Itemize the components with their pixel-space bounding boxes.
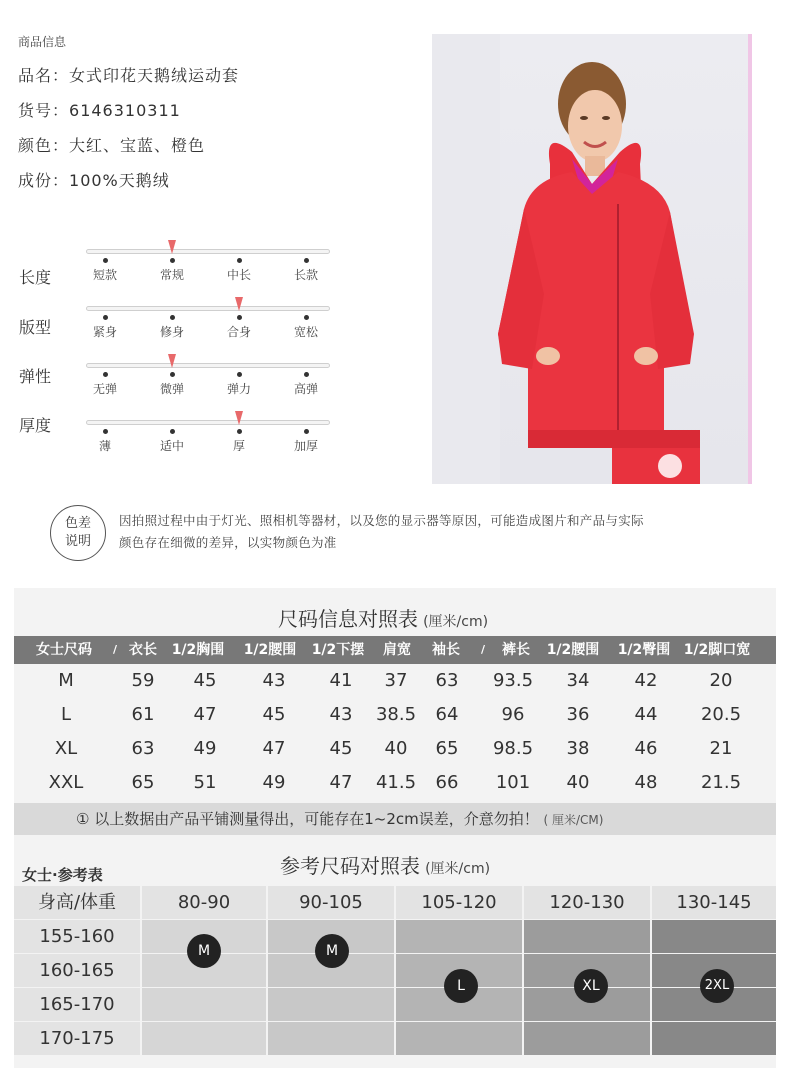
scale-option: 常规 (159, 268, 184, 282)
size-badge: 2XL (700, 969, 734, 1003)
size-table-cell: M (58, 670, 74, 691)
size-table-cell: 93.5 (492, 670, 534, 691)
product-info-line (18, 133, 205, 156)
size-table-cell: 44 (634, 704, 658, 725)
scale-dot (304, 372, 309, 377)
info-label: 颜色： (18, 136, 70, 155)
scale-dot (237, 372, 242, 377)
size-table-cell: XXL (48, 772, 84, 793)
product-info-line (18, 168, 170, 191)
size-table-cell: XL (54, 738, 78, 759)
badge-line1: 色差 (64, 516, 91, 531)
size-table-cell: 38.5 (375, 704, 417, 725)
size-table-cell: 38 (566, 738, 590, 759)
size-table-cell: 47 (262, 738, 286, 759)
scale-option: 宽松 (293, 325, 318, 339)
scale-option: 短款 (92, 268, 117, 282)
scale-track (86, 306, 330, 311)
size-table-cell: 65 (131, 772, 155, 793)
size-table-header-cell: 衣长 (129, 642, 157, 658)
scale-dot (170, 372, 175, 377)
size-table-cell: 45 (262, 704, 286, 725)
ref-table-weight-header: 120-130 (524, 886, 650, 919)
size-table-cell: 47 (193, 704, 217, 725)
ref-table-corner: 身高/体重 (14, 886, 140, 919)
scale-option: 紧身 (92, 325, 117, 339)
ref-table-height-label: 155-160 (14, 920, 140, 953)
ref-table-cell (652, 920, 776, 953)
ref-table-weight-header: 105-120 (396, 886, 522, 919)
scale-selected-marker (168, 354, 176, 368)
scale-label: 长度 (19, 268, 52, 287)
ref-table-cell (268, 1022, 394, 1055)
ref-table-weight-header: 130-145 (652, 886, 776, 919)
ref-table-cell (396, 1022, 522, 1055)
size-table-title: 尺码信息对照表 (278, 607, 418, 631)
scale-option: 无弹 (92, 382, 117, 396)
footnote-text: ① 以上数据由产品平铺测量得出，可能存在1~2cm误差，介意勿拍！ (76, 810, 539, 828)
scale-selected-marker (168, 240, 176, 254)
size-table-header-cell: 裤长 (502, 642, 530, 658)
scale-dot (170, 315, 175, 320)
size-table-cell: 51 (193, 772, 217, 793)
size-table-cell: 48 (634, 772, 658, 793)
size-table-header-cell: 1/2胸围 (171, 642, 225, 658)
ref-table-cell (524, 920, 650, 953)
ref-table-height-label: 165-170 (14, 988, 140, 1021)
size-badge: M (315, 934, 349, 968)
size-table-cell: 45 (329, 738, 353, 759)
size-table-header-cell: / (480, 643, 486, 656)
ref-table-cell (524, 1022, 650, 1055)
ref-table-cell (142, 1022, 266, 1055)
size-table-cell: 47 (329, 772, 353, 793)
info-label: 品名： (18, 66, 70, 85)
size-table-header-cell: 女士尺码 (36, 642, 92, 658)
size-table-cell: 40 (566, 772, 590, 793)
scale-option: 修身 (159, 325, 184, 339)
size-table-cell: 42 (634, 670, 658, 691)
ref-table-height-label: 170-175 (14, 1022, 140, 1055)
size-table-cell: 63 (435, 670, 459, 691)
scale-dot (170, 429, 175, 434)
scale-dot (170, 258, 175, 263)
scale-dot (103, 315, 108, 320)
scale-label: 厚度 (19, 416, 52, 435)
size-table-cell: 40 (384, 738, 408, 759)
scale-option: 高弹 (293, 382, 318, 396)
size-table-header-cell: 袖长 (432, 642, 460, 658)
size-table-header-cell: 1/2腰围 (243, 642, 297, 658)
size-table-cell: 65 (435, 738, 459, 759)
footnote-unit: ( 厘米/CM) (543, 813, 604, 827)
product-info-line (18, 98, 181, 121)
size-table-header-cell: 肩宽 (383, 642, 411, 658)
scale-option: 加厚 (293, 439, 318, 453)
scale-track (86, 363, 330, 368)
size-table-cell: 101 (495, 772, 531, 793)
size-table-cell: 96 (501, 704, 525, 725)
size-badge: M (187, 934, 221, 968)
size-badge: XL (574, 969, 608, 1003)
scale-track (86, 249, 330, 254)
size-table-cell: 63 (131, 738, 155, 759)
ref-table-cell (268, 988, 394, 1021)
section-title-product-info: 商品信息 (18, 35, 67, 49)
scale-option: 适中 (159, 439, 184, 453)
size-table-cell: 43 (329, 704, 353, 725)
scale-dot (103, 429, 108, 434)
info-value: 大红、宝蓝、橙色 (69, 136, 206, 155)
info-label: 成份： (18, 171, 70, 190)
ref-table-title-group (280, 850, 490, 879)
ref-table-cell (142, 988, 266, 1021)
product-photo (432, 34, 752, 484)
size-table-cell: 64 (435, 704, 459, 725)
scale-option: 厚 (232, 439, 245, 453)
scale-dot (237, 429, 242, 434)
size-table-cell: 46 (634, 738, 658, 759)
ref-table-cell (396, 920, 522, 953)
size-badge: L (444, 969, 478, 1003)
info-label: 货号： (18, 101, 70, 120)
ref-table-side-label: 女士·参考表 (22, 866, 103, 884)
info-value: 100%天鹅绒 (69, 171, 170, 190)
info-value: 女式印花天鹅绒运动套 (69, 66, 240, 85)
scale-option: 微弹 (159, 382, 184, 396)
size-table-header-cell: 1/2腰围 (546, 642, 600, 658)
color-difference-badge (50, 505, 106, 561)
size-table-cell: 21 (709, 738, 733, 759)
size-table-header-cell: 1/2下摆 (311, 642, 365, 658)
size-table-cell: 41 (329, 670, 353, 691)
scale-label: 弹性 (19, 367, 52, 386)
scale-dot (304, 429, 309, 434)
scale-option: 中长 (226, 268, 251, 282)
model-illustration (432, 34, 752, 484)
scale-option: 合身 (226, 325, 251, 339)
scale-option: 长款 (293, 268, 318, 282)
size-table-cell: 36 (566, 704, 590, 725)
scale-dot (103, 372, 108, 377)
scale-option: 弹力 (226, 382, 251, 396)
scale-selected-marker (235, 411, 243, 425)
size-table-cell: 59 (131, 670, 155, 691)
size-table-cell: 43 (262, 670, 286, 691)
size-table-cell: 66 (435, 772, 459, 793)
size-table-cell: 61 (131, 704, 155, 725)
scale-option: 薄 (98, 439, 111, 453)
scale-dot (103, 258, 108, 263)
scale-dot (304, 258, 309, 263)
ref-table-height-label: 160-165 (14, 954, 140, 987)
size-table-header-cell: / (112, 643, 118, 656)
size-table-cell: L (60, 704, 72, 725)
size-table-header-cell: 1/2臀围 (617, 642, 671, 658)
ref-table-weight-header: 80-90 (142, 886, 266, 919)
scale-dot (237, 258, 242, 263)
size-table-cell: 34 (566, 670, 590, 691)
note-line2: 颜色存在细微的差异，以实物颜色为准 (119, 535, 337, 550)
scale-dot (304, 315, 309, 320)
note-line1: 因拍照过程中由于灯光、照相机等器材，以及您的显示器等原因，可能造成图片和产品与实际 (119, 513, 644, 528)
scale-label: 版型 (19, 318, 52, 337)
scale-selected-marker (235, 297, 243, 311)
ref-table-cell (652, 1022, 776, 1055)
size-table-cell: 45 (193, 670, 217, 691)
product-info-line (18, 63, 239, 86)
size-table-cell: 49 (262, 772, 286, 793)
size-table-footnote (76, 803, 603, 835)
ref-table-weight-header: 90-105 (268, 886, 394, 919)
size-table-cell: 41.5 (375, 772, 417, 793)
scale-track (86, 420, 330, 425)
size-table-title-group (278, 603, 488, 632)
ref-table-title: 参考尺码对照表 (280, 854, 420, 878)
size-table-cell: 20.5 (700, 704, 742, 725)
size-table-cell: 49 (193, 738, 217, 759)
size-table-unit: (厘米/cm) (423, 614, 489, 630)
size-table-cell: 20 (709, 670, 733, 691)
badge-line2: 说明 (64, 534, 91, 549)
scale-dot (237, 315, 242, 320)
size-table-cell: 21.5 (700, 772, 742, 793)
ref-table-unit: (厘米/cm) (425, 861, 491, 877)
size-table-cell: 37 (384, 670, 408, 691)
info-value: 6146310311 (69, 101, 181, 120)
size-table-cell: 98.5 (492, 738, 534, 759)
size-table-header-cell: 1/2脚口宽 (683, 642, 751, 658)
